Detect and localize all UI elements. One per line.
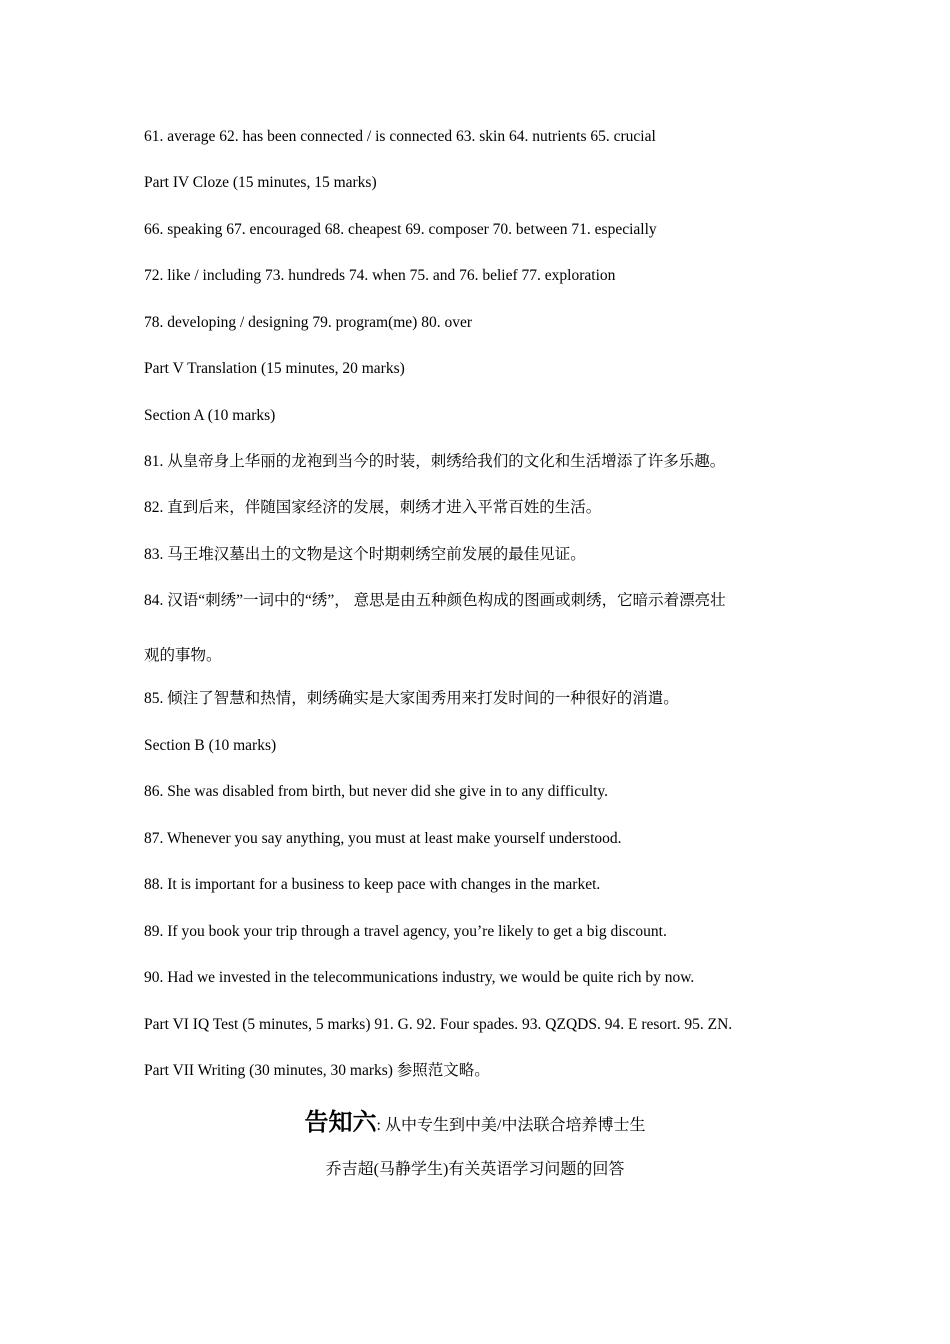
translation-83: 83. 马王堆汉墓出土的文物是这个时期刺绣空前发展的最佳见证。	[144, 546, 586, 563]
translation-84: 84. 汉语“刺绣”一词中的“绣”， 意思是由五种颜色构成的图画或刺绣，它暗示着漂亮壮	[144, 592, 726, 609]
part-vi-iq-test: Part VI IQ Test (5 minutes, 5 marks) 91. G. 92. Four spades. 93. QZQDS. 94. E resort. 95. ZN.	[144, 1016, 733, 1033]
translation-89: 89. If you book your trip through a travel agency, you’re likely to get a big discount.	[144, 923, 667, 940]
part-iv-heading: Part IV Cloze (15 minutes, 15 marks)	[144, 174, 377, 191]
heading-rest: : 从中专生到中美/中法联合培养博士生	[376, 1117, 646, 1134]
answer-line-72-77: 72. like / including 73. hundreds 74. when 75. and 76. belief 77. exploration	[144, 267, 616, 284]
section-b-heading: Section B (10 marks)	[144, 737, 277, 754]
answer-line-78-80: 78. developing / designing 79. program(me) 80. over	[144, 314, 473, 331]
subtitle: 乔吉超(马静学生)有关英语学习问题的回答	[325, 1161, 625, 1178]
translation-86: 86. She was disabled from birth, but never did she give in to any difficulty.	[144, 783, 609, 800]
translation-81: 81. 从皇帝身上华丽的龙袍到当今的时装，刺绣给我们的文化和生活增添了许多乐趣。	[144, 453, 726, 470]
translation-90: 90. Had we invested in the telecommunications industry, we would be quite rich by now.	[144, 969, 695, 986]
translation-87: 87. Whenever you say anything, you must at least make yourself understood.	[144, 830, 622, 847]
part-v-heading: Part V Translation (15 minutes, 20 marks)	[144, 360, 405, 377]
translation-82: 82. 直到后来，伴随国家经济的发展，刺绣才进入平常百姓的生活。	[144, 499, 602, 516]
part-vii-writing: Part VII Writing (30 minutes, 30 marks) 参照范文略。	[144, 1062, 490, 1079]
section-heading	[0, 1102, 950, 1137]
answer-line-66-71: 66. speaking 67. encouraged 68. cheapest 69. composer 70. between 71. especially	[144, 221, 657, 238]
translation-84-continued: 观的事物。	[144, 647, 222, 664]
answer-line-61-65: 61. average 62. has been connected / is connected 63. skin 64. nutrients 65. crucial	[144, 128, 656, 145]
section-a-heading: Section A (10 marks)	[144, 407, 276, 424]
translation-85: 85. 倾注了智慧和热情，刺绣确实是大家闺秀用来打发时间的一种很好的消遣。	[144, 690, 679, 707]
heading-bold: 告知六	[304, 1110, 377, 1136]
translation-88: 88. It is important for a business to keep pace with changes in the market.	[144, 876, 601, 893]
